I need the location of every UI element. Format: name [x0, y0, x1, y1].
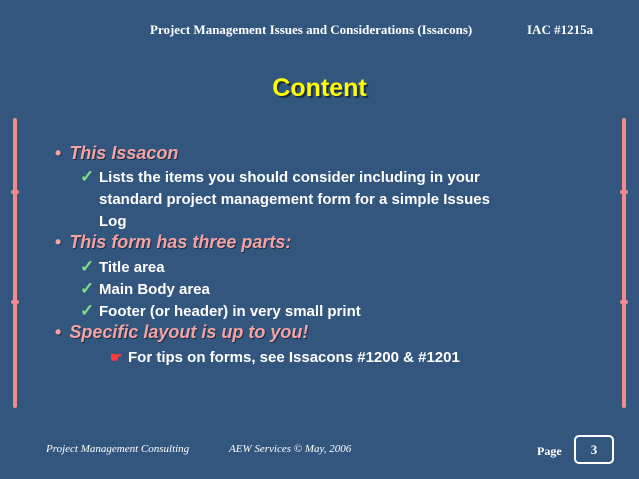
sub-bullet-item: [80, 278, 210, 301]
right-side-bar: [622, 118, 626, 408]
slide-header: [0, 22, 639, 42]
bullet-label: Specific layout is up to you!: [69, 322, 309, 342]
sub-bullet-item: [80, 256, 165, 279]
bullet-label: This form has three parts:: [69, 232, 292, 252]
bullet-item: [55, 143, 178, 164]
checkmark-icon: ✓: [80, 257, 95, 276]
sub-bullet-text: Title area: [99, 259, 165, 276]
sub-bullet-item: [80, 166, 490, 233]
slide-title: Content: [272, 74, 367, 102]
sub-bullet-text: standard project management form for a simple Issues: [99, 191, 490, 208]
bullet-dot-icon: •: [55, 322, 62, 342]
bullet-label: This Issacon: [69, 143, 179, 163]
slide-footer: [0, 443, 639, 463]
right-tick-mark: [620, 190, 628, 194]
checkmark-icon: ✓: [80, 301, 95, 320]
sub-bullet-text: Main Body area: [99, 281, 210, 298]
right-tick-mark: [620, 300, 628, 304]
page-number-box: 3: [574, 435, 614, 464]
left-tick-mark: [11, 300, 19, 304]
sub-bullet-item: [80, 300, 361, 323]
header-code: IAC #1215a: [527, 22, 594, 37]
bullet-dot-icon: •: [55, 143, 62, 163]
sub-bullet-text: Log: [99, 213, 127, 230]
bullet-item: [55, 232, 291, 253]
page-label: Page: [537, 444, 562, 458]
checkmark-icon: ✓: [80, 167, 95, 186]
sub-bullet-text: Lists the items you should consider including in your: [99, 169, 480, 186]
sub-bullet-item: [110, 346, 460, 369]
bullet-dot-icon: •: [55, 232, 62, 252]
left-side-bar: [13, 118, 17, 408]
left-tick-mark: [11, 190, 19, 194]
header-title: Project Management Issues and Considerations (Issacons): [150, 22, 473, 37]
footer-copyright: AEW Services © May, 2006: [229, 443, 352, 455]
bullet-item: [55, 322, 308, 343]
sub-bullet-text: Footer (or header) in very small print: [99, 303, 361, 320]
checkmark-icon: ✓: [80, 279, 95, 298]
footer-company: Project Management Consulting: [46, 443, 190, 455]
pointing-hand-icon: ☛: [110, 349, 123, 365]
sub-bullet-text: For tips on forms, see Issacons #1200 & #1201: [128, 349, 460, 366]
